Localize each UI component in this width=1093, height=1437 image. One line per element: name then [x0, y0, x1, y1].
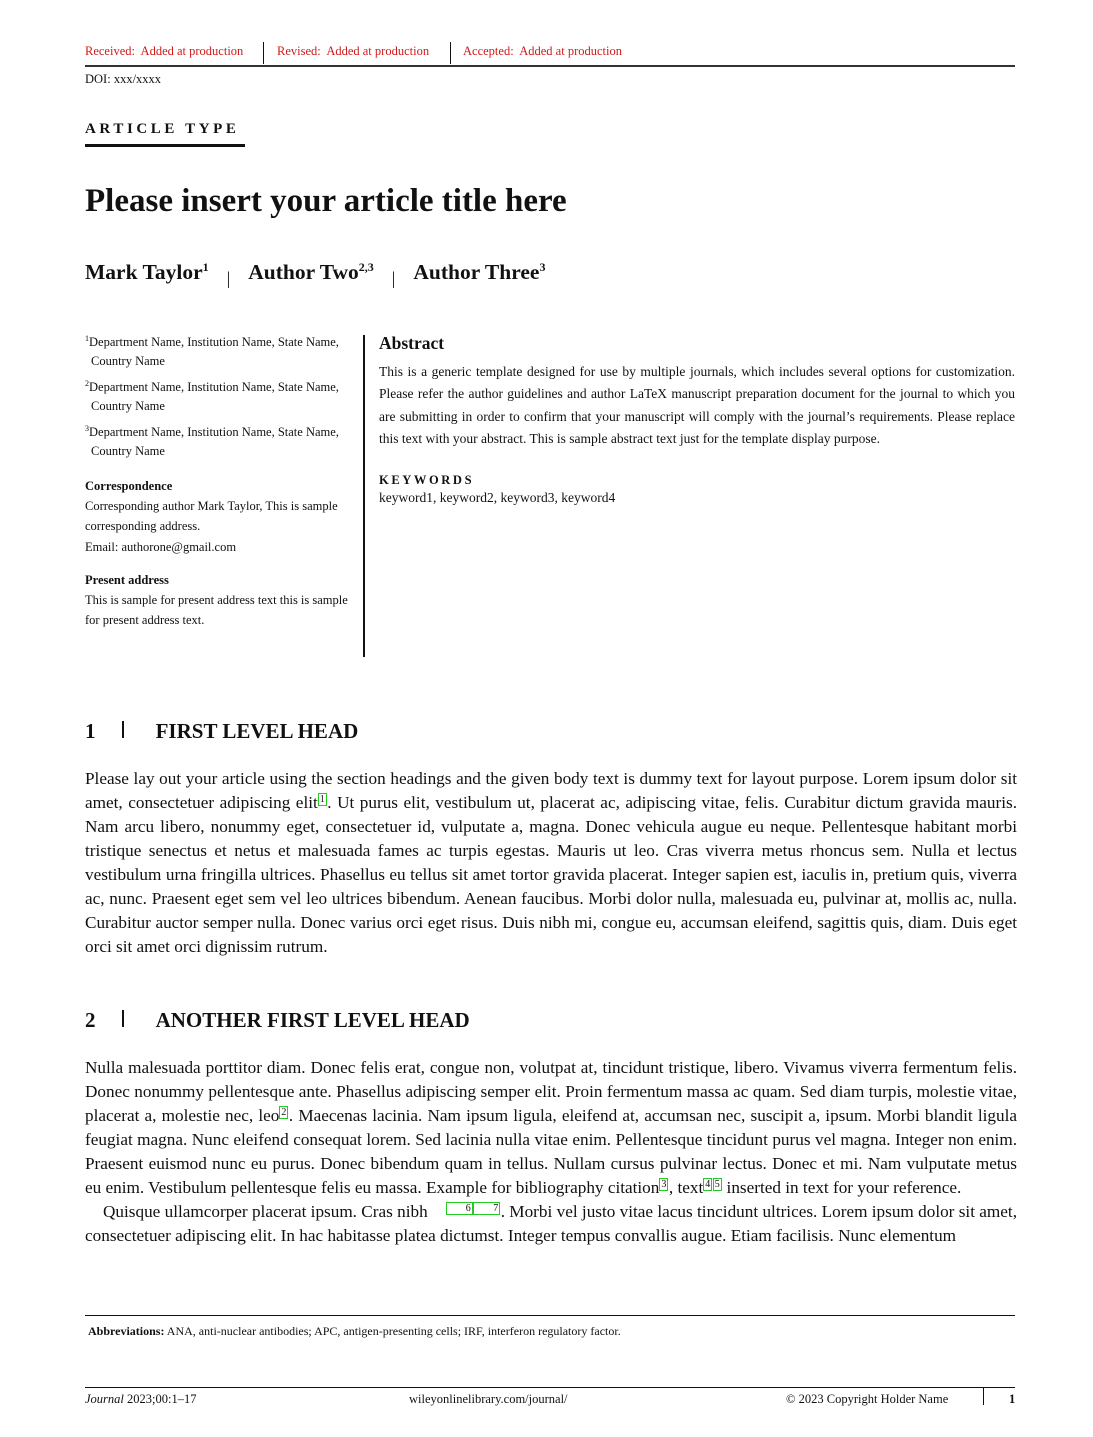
author-affiliation-marker: 2,3: [358, 260, 374, 274]
affiliation: [85, 330, 353, 370]
abbreviations-text: ANA, anti-nuclear antibodies; APC, antigen-presenting cells; IRF, interferon regulatory factor.: [164, 1324, 621, 1338]
copyright: © 2023 Copyright Holder Name: [786, 1392, 949, 1406]
divider: [263, 42, 264, 64]
revised-date: [277, 44, 429, 59]
received-value: Added at production: [140, 44, 244, 58]
paragraph-text: . Maecenas lacinia. Nam ipsum ligula, eleifend at, accumsan nec, suscipit a, ipsum. Morbi blandit ligula feugiat magna. Nunc eleifend consequat lorem. Sed lacinia nulla vitae enim. Pellentesque tincidunt purus vel magna. Integer non enim. Praesent euismod nunc eu purus. Donec bibendum quam in tellus. Nullam cursus pulvinar lectus. Donec et mi. Nam vulputate metus eu enim. Vestibulum pellentesque felis eu massa. Example for bibliography citation: [85, 1106, 1017, 1197]
abstract-heading: Abstract: [379, 333, 445, 353]
paragraph: [85, 767, 1017, 959]
accepted-date: [463, 44, 622, 59]
paragraph: [85, 1056, 1017, 1200]
author-name: Author Three: [413, 260, 540, 285]
abbreviations: [88, 1324, 621, 1339]
abstract-text: This is a generic template designed for use by multiple journals, which includes several options for customization. Please refer the author guidelines and author LaTeX manuscript preparation document for the journal to which you are submitting in order to confirm that your manuscript will comply with the journal’s requirements. Please replace this text with your abstract. This is sample abstract text just for the template display purpose.: [379, 364, 1015, 446]
affiliation-number: 2: [85, 379, 89, 389]
article-type: ARTICLE TYPE: [85, 121, 240, 137]
header-rule: [85, 65, 1015, 67]
article-title: Please insert your article title here: [85, 183, 567, 219]
revised-label: Revised:: [277, 44, 321, 58]
paragraph-text: Nulla malesuada porttitor diam. Donec felis erat, congue non, volutpat at, tincidunt tristique, libero. Vivamus viverra fermentum felis. Donec nonummy pellentesque ante. Phasellus adipiscing semper elit. Proin fermentum massa ac quam. Sed diam turpis, molestie vitae, placerat a, molestie nec, leo: [85, 1058, 1017, 1125]
section-title: ANOTHER FIRST LEVEL HEAD: [155, 1008, 470, 1032]
correspondence-text: Corresponding author Mark Taylor, This is sample corresponding address.: [85, 498, 338, 534]
author-list: [85, 260, 546, 289]
citation-link[interactable]: [279, 1106, 289, 1119]
citation-number[interactable]: 6: [446, 1202, 473, 1215]
footer-rule: [85, 1387, 1015, 1388]
paragraph: [85, 1200, 1017, 1248]
author-affiliation-marker: 1: [202, 260, 209, 274]
affiliation-number: 3: [85, 424, 89, 434]
paragraph-text: . Ut purus elit, vestibulum ut, placerat ac, adipiscing vitae, felis. Curabitur dictum gravida mauris. Nam arcu libero, nonummy eget, consectetuer id, vulputate a, magna. Donec vehicula augue eu neque. Pellentesque habitant morbi tristique senectus et netus et malesuada fames ac turpis egestas. Mauris ut leo. Cras viverra metus rhoncus sem. Nulla et lectus vestibulum urna fringilla ultrices. Phasellus eu tellus sit amet tortor gravida placerat. Integer sapien est, iaculis in, pretium quis, viverra ac, nunc. Praesent eget sem vel leo ultrices bibendum. Aenean faucibus. Morbi dolor nulla, malesuada eu, pulvinar at, mollis ac, nulla. Curabitur auctor semper nulla. Donec varius orci eget risus. Duis nibh mi, congue eu, accumsan eleifend, sagittis quis, diam. Duis eget orci sit amet orci dignissim rutrum.: [85, 793, 1017, 956]
article-dates-bar: [85, 44, 1015, 65]
section-body: [85, 767, 1017, 959]
citation-link[interactable]: [318, 793, 328, 806]
divider: [122, 1010, 124, 1027]
journal-citation: [85, 1392, 196, 1407]
journal-name: Journal: [85, 1392, 124, 1406]
author-separator: |: [226, 268, 231, 289]
correspondence-heading: Correspondence: [85, 479, 173, 494]
paragraph-text: inserted in text for your reference.: [722, 1178, 962, 1197]
column-divider: [363, 335, 365, 657]
section-number: 2: [85, 1008, 96, 1032]
citation-number[interactable]: 4: [705, 1179, 711, 1190]
correspondence-email: Email: authorone@gmail.com: [85, 539, 237, 554]
affiliation: [85, 375, 353, 415]
section-heading: [85, 1008, 470, 1033]
author-info-column: [85, 330, 353, 631]
citation-number[interactable]: 1: [319, 794, 325, 805]
section-number: 1: [85, 719, 96, 743]
citation-link[interactable]: [428, 1202, 501, 1215]
citation-number[interactable]: 5: [714, 1179, 720, 1190]
citation-number[interactable]: 2: [281, 1107, 287, 1118]
author-separator: |: [391, 268, 396, 289]
present-address-heading: Present address: [85, 573, 169, 588]
paragraph-text: . Morbi vel justo vitae lacus tincidunt ultrices. Lorem ipsum dolor sit amet, consectetuer adipiscing elit. In hac habitasse platea dictumst. Integer tempus convallis augue. Etiam facilisis. Nunc elementum: [85, 1202, 1017, 1245]
divider: [122, 721, 124, 738]
citation-number[interactable]: 7: [473, 1202, 500, 1215]
citation-number[interactable]: 3: [661, 1179, 667, 1190]
section-heading: [85, 719, 358, 744]
author-name: Mark Taylor: [85, 260, 203, 285]
revised-value: Added at production: [326, 44, 430, 58]
journal-volume: 2023;00:1–17: [123, 1392, 197, 1406]
accepted-value: Added at production: [519, 44, 622, 58]
doi: DOI: xxx/xxxx: [85, 72, 162, 86]
citation-link[interactable]: [703, 1178, 722, 1191]
footnote-rule: [85, 1315, 1015, 1316]
abbreviations-label: Abbreviations:: [88, 1324, 165, 1338]
received-date: [85, 44, 243, 59]
citation-link[interactable]: [659, 1178, 669, 1191]
author-affiliation-marker: 3: [539, 260, 546, 274]
article-type-underline: [85, 144, 245, 147]
author-name: Author Two: [248, 260, 359, 285]
section-body: [85, 1056, 1017, 1248]
accepted-label: Accepted:: [463, 44, 514, 58]
paragraph-text: Please lay out your article using the section headings and the given body text is dummy text for layout purpose. Lorem ipsum dolor sit amet, consectetuer adipiscing elit: [85, 769, 1017, 812]
affiliation-number: 1: [85, 334, 89, 343]
paragraph-text: , text: [668, 1178, 704, 1197]
affiliation: [85, 420, 353, 460]
abstract-block: [379, 333, 1015, 506]
present-address-text: This is sample for present address text this is sample for present address text.: [85, 592, 348, 628]
divider: [450, 42, 451, 64]
divider: [983, 1388, 984, 1405]
page-number: 1: [1009, 1392, 1016, 1406]
affiliation-text: Department Name, Institution Name, State Name, Country Name: [89, 425, 339, 458]
affiliation-text: Department Name, Institution Name, State Name, Country Name: [89, 335, 339, 368]
affiliation-text: Department Name, Institution Name, State Name, Country Name: [89, 380, 339, 413]
section-title: FIRST LEVEL HEAD: [155, 719, 359, 743]
keywords-heading: KEYWORDS: [379, 473, 475, 488]
keywords: keyword1, keyword2, keyword3, keyword4: [379, 490, 616, 506]
journal-url[interactable]: wileyonlinelibrary.com/journal/: [409, 1392, 568, 1406]
paragraph-text: Quisque ullamcorper placerat ipsum. Cras nibh: [103, 1202, 428, 1221]
received-label: Received:: [85, 44, 135, 58]
